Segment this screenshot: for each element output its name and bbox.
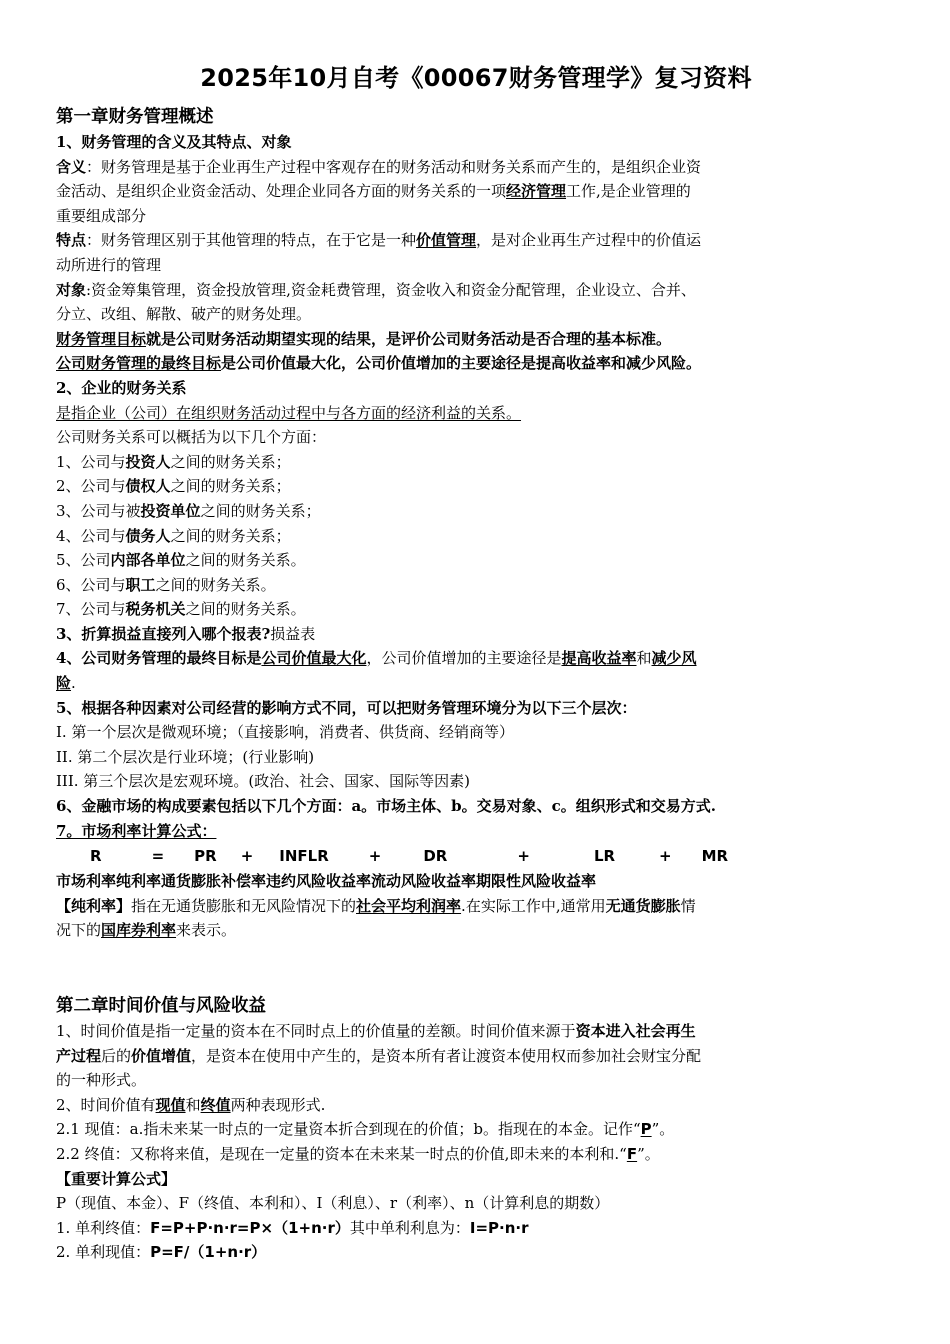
relation-keyword: 税务机关 — [125, 600, 186, 619]
formula-token: + — [517, 847, 530, 866]
forms-text-c: 和 — [185, 1095, 201, 1114]
formula-section-heading: 【重要计算公式】 — [56, 1169, 177, 1188]
meaning-line-3: 重要组成部分 — [56, 206, 147, 225]
section-4-keyword-risk-end: 险 — [56, 674, 72, 693]
feature-label: 特点 — [56, 231, 87, 250]
list-item — [56, 524, 896, 549]
list-item — [56, 474, 896, 499]
feature-line-2: 动所进行的管理 — [56, 255, 162, 274]
relation-prefix: 1、公司与 — [56, 452, 126, 471]
time-value-text-d: 后的 — [101, 1046, 132, 1065]
final-goal-line — [56, 351, 896, 376]
section-5-heading: 5、根据各种因素对公司经营的影响方式不同，可以把财务管理环境分为以下三个层次： — [56, 698, 637, 717]
meaning-text-a: ：财务管理是基于企业再生产过程中客观存在的财务活动和财务关系而产生的，是组织企业资 — [86, 157, 702, 176]
section-7-heading-text: 7。市场利率计算公式： — [56, 821, 217, 840]
relation-suffix: 之间的财务关系。 — [155, 575, 276, 594]
formula-token: LR — [593, 847, 616, 866]
meaning-text-b: 金活动、是组织企业资金活动、处理企业同各方面的财务关系的一项 — [56, 182, 507, 201]
time-value-line-1 — [56, 1019, 896, 1044]
final-goal-keyword: 公司财务管理的最终目标 — [56, 354, 222, 373]
time-value-text-f: ，是资本在使用中产生的，是资本所有者让渡资本使用权而参加社会财宝分配 — [191, 1046, 702, 1065]
formula-token: PR — [194, 847, 217, 866]
formula-token: MR — [701, 847, 729, 866]
time-value-line-3: 的一种形式。 — [56, 1071, 147, 1090]
simple-future-expression: F=P+P·n·r=P×（1+n·r） — [150, 1218, 350, 1237]
relation-suffix: 之间的财务关系； — [170, 477, 291, 496]
present-value-close: ”。 — [651, 1120, 675, 1139]
goal-keyword: 财务管理目标 — [56, 329, 147, 348]
relation-suffix: 之间的财务关系； — [170, 452, 291, 471]
goal-line — [56, 327, 896, 352]
relation-suffix: 之间的财务关系； — [200, 501, 321, 520]
section-7-heading — [56, 819, 896, 844]
forms-line — [56, 1093, 896, 1118]
object-label: 对象 — [56, 280, 87, 299]
relation-keyword: 投资人 — [125, 452, 171, 471]
list-item — [56, 573, 896, 598]
section-3-line — [56, 622, 896, 647]
formula-token: INFLR — [279, 847, 329, 866]
formula-token: DR — [423, 847, 448, 866]
meaning-label: 含义 — [56, 157, 87, 176]
future-value-symbol: F — [626, 1144, 638, 1163]
object-line-1 — [56, 278, 896, 303]
time-value-keyword-source-end: 产过程 — [56, 1046, 102, 1065]
chapter-2-heading: 第二章时间价值与风险收益 — [56, 996, 266, 1016]
feature-keyword: 价值管理 — [416, 231, 477, 250]
relations-list — [56, 450, 896, 622]
relation-suffix: 之间的财务关系。 — [185, 600, 306, 619]
list-item — [56, 548, 896, 573]
section-4-line-1 — [56, 646, 896, 671]
simple-present-formula — [56, 1240, 896, 1265]
pure-rate-label: 【纯利率】 — [56, 896, 132, 915]
pure-rate-text-e: 情 — [680, 896, 696, 915]
simple-present-expression: P=F/（1+n·r） — [150, 1243, 267, 1262]
simple-future-label: 1. 单利终值： — [56, 1218, 151, 1237]
list-item: II. 第二个层次是行业环境；(行业影响) — [56, 747, 315, 766]
section-2-intro: 公司财务关系可以概括为以下几个方面： — [56, 428, 327, 447]
present-value-text: 2.1 现值：a.指未来某一时点的一定量资本折合到现在的价值；b。指现在的本金。记作“ — [56, 1120, 641, 1139]
section-2-heading: 2、企业的财务关系 — [56, 378, 187, 397]
relation-keyword: 债权人 — [125, 477, 171, 496]
list-item — [56, 597, 896, 622]
section-2-definition-text: 是指企业（公司）在组织财务活动过程中与各方面的经济利益的关系。 — [56, 403, 522, 422]
meaning-line-1 — [56, 155, 896, 180]
pure-rate-text-a: 指在无通货膨胀和无风险情况下的 — [131, 896, 357, 915]
feature-line-1 — [56, 228, 896, 253]
list-item: III. 第三个层次是宏观环境。(政治、社会、国家、国际等因素) — [56, 772, 471, 791]
section-4-text-a: 4、公司财务管理的最终目标是 — [56, 649, 262, 668]
relation-prefix: 3、公司与被 — [56, 501, 141, 520]
present-value-line — [56, 1117, 896, 1142]
section-4-text-e: 和 — [636, 649, 652, 668]
meaning-keyword: 经济管理 — [506, 182, 567, 201]
relation-prefix: 2、公司与 — [56, 477, 126, 496]
formula-term-names: 市场利率纯利率通货膨胀补偿率违约风险收益率流动风险收益率期限性风险收益率 — [56, 872, 597, 891]
pure-rate-keyword-profit: 社会平均利润率 — [356, 896, 462, 915]
time-value-keyword-increase: 价值增值 — [131, 1046, 192, 1065]
object-line-2: 分立、改组、解散、破产的财务处理。 — [56, 305, 312, 324]
formula-token: + — [368, 847, 382, 866]
time-value-keyword-source: 资本进入社会再生 — [575, 1022, 696, 1040]
relation-keyword: 职工 — [125, 575, 156, 594]
list-item: I. 第一个层次是微观环境；（直接影响，消费者、供货商、经销商等） — [56, 723, 514, 742]
list-item — [56, 499, 896, 524]
future-value-text: 2.2 终值：又称将来值，是现在一定量的资本在未来某一时点的价值,即未来的本利和.“ — [56, 1144, 627, 1163]
section-4-keyword-risk: 减少风 — [651, 649, 697, 668]
section-4-keyword-return: 提高收益率 — [561, 649, 637, 668]
relation-prefix: 5、公司 — [56, 551, 111, 570]
future-value-close: ”。 — [637, 1144, 660, 1163]
forms-text-e: 两种表现形式. — [230, 1095, 326, 1114]
pure-rate-line-1 — [56, 894, 896, 919]
formula-token: + — [659, 847, 672, 866]
section-4-text-c: ，公司价值增加的主要途径是 — [366, 649, 562, 668]
pure-rate-keyword-treasury: 国库券利率 — [101, 921, 177, 940]
relation-keyword: 内部各单位 — [110, 551, 186, 570]
simple-interest-expression: I=P·n·r — [469, 1218, 529, 1237]
relation-suffix: 之间的财务关系。 — [185, 551, 306, 570]
section-4-keyword-value: 公司价值最大化 — [261, 649, 367, 668]
section-4-period: . — [71, 674, 76, 693]
section-3-answer: 损益表 — [270, 624, 316, 643]
section-6-line: 6、金融市场的构成要素包括以下几个方面：a。市场主体、b。交易对象、c。组织形式和交易方式. — [56, 797, 717, 816]
formula-token: + — [240, 847, 254, 866]
document-page — [56, 60, 896, 1265]
time-value-line-2 — [56, 1044, 896, 1069]
chapter-1-heading: 第一章财务管理概述 — [56, 107, 214, 127]
section-2-definition — [56, 401, 896, 426]
list-item — [56, 450, 896, 475]
pure-rate-text-c: .在实际工作中,通常用 — [461, 896, 606, 915]
formula-token: = — [151, 847, 165, 866]
section-3-question: 3、折算损益直接列入哪个报表? — [56, 624, 271, 643]
relation-prefix: 6、公司与 — [56, 575, 126, 594]
simple-present-label: 2. 单利现值： — [56, 1243, 151, 1262]
document-title: 2025年10月自考《00067财务管理学》复习资料 — [200, 64, 752, 92]
relation-keyword: 投资单位 — [140, 501, 201, 520]
relation-keyword: 债务人 — [125, 526, 171, 545]
relation-suffix: 之间的财务关系； — [170, 526, 291, 545]
forms-keyword-present: 现值 — [155, 1095, 186, 1114]
future-value-line — [56, 1142, 896, 1167]
forms-text-a: 2、时间价值有 — [56, 1095, 156, 1114]
variables-line: P（现值、本金）、F（终值、本利和）、I（利息）、r（利率）、n（计算利息的期数） — [56, 1194, 610, 1213]
present-value-symbol: P — [640, 1120, 652, 1139]
feature-text-c: ，是对企业再生产过程中的价值运 — [476, 231, 702, 250]
pure-rate-line-2 — [56, 918, 896, 943]
pure-rate-text-f: 况下的 — [56, 921, 102, 940]
relation-prefix: 4、公司与 — [56, 526, 126, 545]
goal-text: 就是公司财务活动期望实现的结果，是评价公司财务活动是否合理的基本标准。 — [146, 329, 672, 348]
forms-keyword-future: 终值 — [200, 1095, 231, 1114]
simple-future-formula — [56, 1216, 896, 1241]
chapter-spacer — [56, 943, 896, 993]
pure-rate-text-h: 来表示。 — [176, 921, 237, 940]
object-text-a: :资金筹集管理，资金投放管理,资金耗费管理，资金收入和资金分配管理，企业设立、合并、 — [86, 280, 696, 299]
time-value-text-a: 1、时间价值是指一定量的资本在不同时点上的价值量的差额。时间价值来源于 — [56, 1022, 576, 1040]
section-1-heading: 1、财务管理的含义及其特点、对象 — [56, 133, 292, 151]
meaning-line-2 — [56, 179, 896, 204]
pure-rate-keyword-inflation: 无通货膨胀 — [605, 896, 681, 915]
meaning-text-d: 工作,是企业管理的 — [566, 182, 691, 201]
final-goal-text: 是公司价值最大化，公司价值增加的主要途径是提高收益率和减少风险。 — [221, 354, 702, 373]
section-4-line-2 — [56, 671, 896, 696]
interest-rate-formula — [56, 843, 896, 869]
formula-token: R — [90, 847, 102, 866]
simple-interest-label: 其中单利利息为： — [349, 1218, 470, 1237]
relation-prefix: 7、公司与 — [56, 600, 126, 619]
feature-text-a: ：财务管理区别于其他管理的特点，在于它是一种 — [86, 231, 417, 250]
